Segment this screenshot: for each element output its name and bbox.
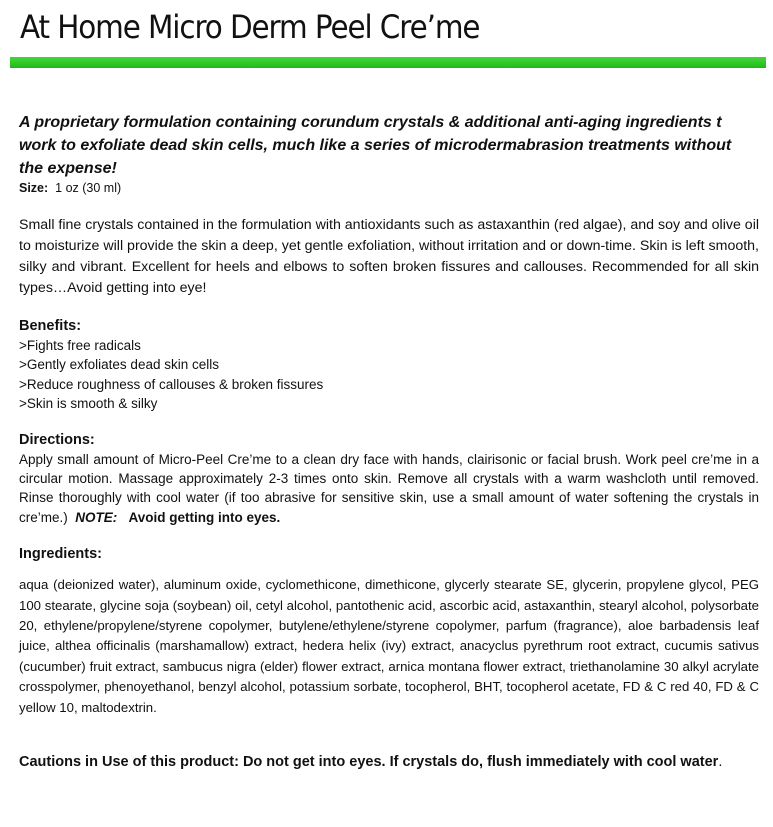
ingredients-text: aqua (deionized water), aluminum oxide, cyclomethicone, dimethicone, glycerly stearate SE, glycerin, propylene glycol, PEG 100 stearate, glycine soja (soybean) oil, cetyl alcohol, pantothenic acid, ascorbic acid, astaxanthin, stearyl alcohol, polysorbate 20, ethylene/propylene/styrene copolymer, butylene/ethylene/styrene copolymer, parfum (fragrance), aloe barbadensis leaf juice, althea officinalis (marshamallow) extract, hedera helix (ivy) extract, anacyclus pyrethrum root extract, cucumis sativus (cucumber) fruit extract, sambucus nigra (elder) flower extract, arnica montana flower extract, triethanolamine 30 alkyl acrylate crosspolymer, phenoyethanol, benzyl alcohol, potassium sorbate, tocopherol, BHT, tocopherol acetate, FD & C red 40, FD & C yellow 10, maltodextrin. bbox=[19, 577, 759, 715]
size-value: 1 oz (30 ml) bbox=[55, 181, 122, 195]
benefit-item: >Gently exfoliates dead skin cells bbox=[19, 357, 219, 373]
directions-body: Apply small amount of Micro-Peel Cre’me to a clean dry face with hands, clairisonic or facial brush. Work peel cre’me in a circular motion. Massage approximately 2-3 times onto skin. Remove all crystals with a warm washcloth until removed. Rinse thoroughly with cool water (if too abrasive for sensitive skin, use a small amount of water softening the crystals in cre’me.) bbox=[19, 451, 759, 525]
size-label: Size: bbox=[19, 181, 49, 195]
benefit-item: >Fights free radicals bbox=[19, 338, 141, 353]
green-divider-bar bbox=[10, 57, 766, 68]
directions-text bbox=[19, 450, 759, 528]
product-size bbox=[19, 180, 759, 197]
ingredients-heading: Ingredients: bbox=[19, 546, 102, 563]
product-description: Small fine crystals contained in the formulation with antioxidants such as astaxanthin (red algae), and soy and olive oil to moisturize will provide the skin a deep, yet gentle exfoliation, without irritation and or down-time. Skin is left smooth, silky and vibrant. Excellent for heels and elbows to soften broken fissures and callouses. Recommended for all skin types…Avoid getting into eye! bbox=[19, 217, 759, 296]
product-intro: A proprietary formulation containing corundum crystals & additional anti-aging ingredients t work to exfoliate dead skin cells, much like a series of microdermabrasion treatments without the expense! bbox=[19, 114, 732, 177]
directions-heading: Directions: bbox=[19, 431, 95, 448]
product-content bbox=[19, 111, 759, 773]
directions-note-text: Avoid getting into eyes. bbox=[128, 509, 281, 525]
benefit-item: >Skin is smooth & silky bbox=[19, 396, 158, 412]
cautions-body: Cautions in Use of this product: Do not get into eyes. If crystals do, flush immediately with cool water bbox=[19, 754, 719, 771]
cautions-end: . bbox=[718, 754, 723, 771]
benefits-heading: Benefits: bbox=[19, 318, 82, 334]
benefits-list bbox=[19, 336, 759, 414]
cautions-text bbox=[19, 752, 759, 773]
directions-note-label: NOTE: bbox=[75, 509, 118, 525]
benefit-item: >Reduce roughness of callouses & broken fissures bbox=[19, 376, 324, 392]
page-title: At Home Micro Derm Peel Cre’me bbox=[20, 8, 480, 46]
